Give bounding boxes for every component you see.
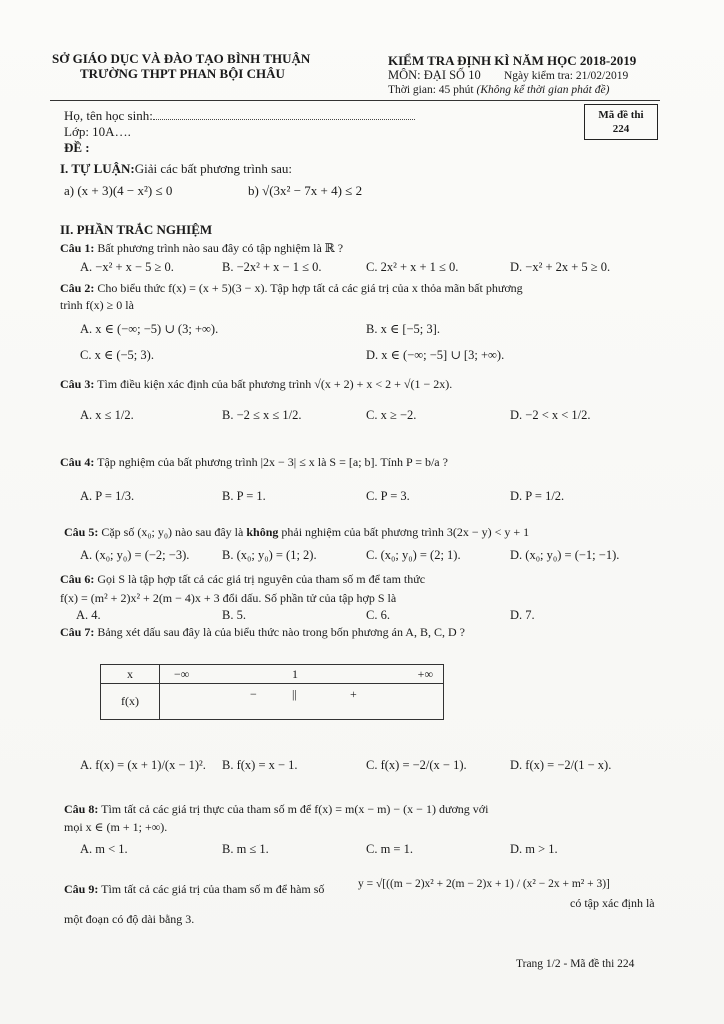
q4-option-a[interactable]: A. P = 1/3. (80, 489, 135, 503)
q8-option-a[interactable]: A. m < 1. (80, 842, 128, 856)
q6-text2: f(x) = (m² + 2)x² + 2(m − 4)x + 3 đổi dấu. Số phần tử của tập hợp S là (60, 591, 397, 605)
exam-code-label: Mã đề thi (598, 109, 644, 121)
exam-code-box (584, 104, 658, 140)
sign-table-minus: − (250, 687, 257, 702)
q5-option-a[interactable]: A. (x₀; y₀) = (−2; −3). (80, 548, 190, 562)
q9-text1: Tìm tất cả các giá trị của tham số m để hàm số (101, 882, 325, 896)
sign-table-neg-inf: −∞ (174, 667, 190, 681)
q2-text1: Cho biểu thức f(x) = (x + 5)(3 − x). Tập hợp tất cả các giá trị của x thỏa mãn bất phương (97, 281, 523, 295)
q6-label: Câu 6: (60, 572, 95, 586)
q7-option-b[interactable]: B. f(x) = x − 1. (222, 758, 298, 772)
q9-text2: có tập xác định là (570, 896, 655, 910)
q8-option-c[interactable]: C. m = 1. (366, 842, 413, 856)
page-footer: Trang 1/2 - Mã đề thi 224 (516, 958, 635, 970)
q2-label: Câu 2: (60, 281, 95, 295)
q5-text2: phải nghiệm của bất phương trình 3(2x − y) < y + 1 (281, 525, 530, 539)
q1-label: Câu 1: (60, 241, 95, 255)
department-name: SỞ GIÁO DỤC VÀ ĐÀO TẠO BÌNH THUẬN (52, 51, 311, 66)
q9-label: Câu 9: (64, 882, 99, 896)
q5-bold: không (246, 525, 279, 539)
q9-text3: một đoạn có độ dài bằng 3. (64, 912, 195, 926)
q5-text1: Cặp số (x₀; y₀) nào sau đây là (101, 525, 244, 539)
q2-option-d[interactable]: D. x ∈ (−∞; −5] ∪ [3; +∞). (366, 348, 505, 362)
q3-text: Tìm điều kiện xác định của bất phương trình √(x + 2) + x < 2 + √(1 − 2x). (97, 377, 453, 391)
student-name-label: Họ, tên học sinh: (64, 108, 153, 123)
part1-title: I. TỰ LUẬN: (60, 161, 135, 176)
q3-option-d[interactable]: D. −2 < x < 1/2. (510, 408, 591, 422)
q4-text: Tập nghiệm của bất phương trình |2x − 3| ≤ x là S = [a; b]. Tính P = b/a ? (97, 455, 448, 469)
q5-option-d[interactable]: D. (x₀; y₀) = (−1; −1). (510, 548, 620, 562)
q6-option-c[interactable]: C. 6. (366, 608, 390, 622)
q7-option-d[interactable]: D. f(x) = −2/(1 − x). (510, 758, 612, 772)
q2-option-b[interactable]: B. x ∈ [−5; 3]. (366, 322, 440, 336)
student-class: Lớp: 10A…. (64, 124, 131, 139)
q6-option-d[interactable]: D. 7. (510, 608, 535, 622)
q3-label: Câu 3: (60, 377, 95, 391)
q4-option-c[interactable]: C. P = 3. (366, 489, 410, 503)
part1-a: a) (x + 3)(4 − x²) ≤ 0 (64, 183, 173, 198)
sign-table-bars: || (292, 687, 297, 702)
part1-instruction: Giải các bất phương trình sau: (134, 161, 293, 176)
q5-label: Câu 5: (64, 525, 99, 539)
part1-b: b) √(3x² − 7x + 4) ≤ 2 (248, 183, 363, 198)
header-divider (50, 100, 660, 101)
q1-option-d[interactable]: D. −x² + 2x + 5 ≥ 0. (510, 260, 611, 274)
q2-text2: trình f(x) ≥ 0 là (60, 298, 134, 312)
sign-table-x: x (101, 665, 160, 684)
q4-label: Câu 4: (60, 455, 95, 469)
q4-option-d[interactable]: D. P = 1/2. (510, 489, 565, 503)
exam-duration: Thời gian: 45 phút (388, 84, 474, 96)
q2-option-c[interactable]: C. x ∈ (−5; 3). (80, 348, 154, 362)
q7-label: Câu 7: (60, 625, 95, 639)
sign-table-plus: + (350, 687, 357, 702)
q8-text2: mọi x ∈ (m + 1; +∞). (64, 820, 168, 834)
exam-code: 224 (612, 123, 630, 135)
subject: MÔN: ĐẠI SỐ 10 (388, 68, 481, 82)
q8-option-d[interactable]: D. m > 1. (510, 842, 558, 856)
q1-option-c[interactable]: C. 2x² + x + 1 ≤ 0. (366, 260, 459, 274)
sign-table-x-row (101, 665, 444, 684)
q5-option-b[interactable]: B. (x₀; y₀) = (1; 2). (222, 548, 317, 562)
q2-option-a[interactable]: A. x ∈ (−∞; −5) ∪ (3; +∞). (80, 322, 219, 336)
q6-text1: Gọi S là tập hợp tất cả các giá trị nguyên của tham số m để tam thức (97, 572, 426, 586)
duration-note: (Không kể thời gian phát đề) (476, 84, 610, 96)
de-label: ĐỀ : (64, 140, 90, 155)
q8-option-b[interactable]: B. m ≤ 1. (222, 842, 269, 856)
q7-option-a[interactable]: A. f(x) = (x + 1)/(x − 1)². (80, 758, 206, 772)
q1-text: Bất phương trình nào sau đây có tập nghiệm là ℝ ? (97, 241, 344, 255)
q6-option-a[interactable]: A. 4. (76, 608, 101, 622)
sign-table-fx-row (101, 684, 444, 720)
part2-title: II. PHẦN TRẮC NGHIỆM (60, 222, 213, 237)
q7-option-c[interactable]: C. f(x) = −2/(x − 1). (366, 758, 467, 772)
q7-text: Bảng xét dấu sau đây là của biểu thức nào trong bốn phương án A, B, C, D ? (97, 625, 465, 639)
q3-option-b[interactable]: B. −2 ≤ x ≤ 1/2. (222, 408, 302, 422)
q9-formula: y = √[((m − 2)x² + 2(m − 2)x + 1) / (x² − 2x + m² + 3)] (358, 878, 610, 890)
student-name-field[interactable] (153, 119, 415, 120)
q6-option-b[interactable]: B. 5. (222, 608, 246, 622)
exam-title: KIỂM TRA ĐỊNH KÌ NĂM HỌC 2018-2019 (388, 53, 637, 68)
school-name: TRƯỜNG THPT PHAN BỘI CHÂU (80, 66, 285, 81)
sign-table (100, 664, 444, 720)
q3-option-a[interactable]: A. x ≤ 1/2. (80, 408, 134, 422)
q1-option-a[interactable]: A. −x² + x − 5 ≥ 0. (80, 260, 174, 274)
q5-option-c[interactable]: C. (x₀; y₀) = (2; 1). (366, 548, 461, 562)
q1-option-b[interactable]: B. −2x² + x − 1 ≤ 0. (222, 260, 322, 274)
sign-table-pos-inf: +∞ (417, 667, 433, 681)
q8-text1: Tìm tất cả các giá trị thực của tham số m để f(x) = m(x − m) − (x − 1) dương với (101, 802, 489, 816)
sign-table-one: 1 (292, 667, 298, 681)
q4-option-b[interactable]: B. P = 1. (222, 489, 266, 503)
q8-label: Câu 8: (64, 802, 99, 816)
q3-option-c[interactable]: C. x ≥ −2. (366, 408, 417, 422)
exam-date: Ngày kiểm tra: 21/02/2019 (504, 70, 629, 82)
sign-table-fx: f(x) (101, 684, 160, 720)
